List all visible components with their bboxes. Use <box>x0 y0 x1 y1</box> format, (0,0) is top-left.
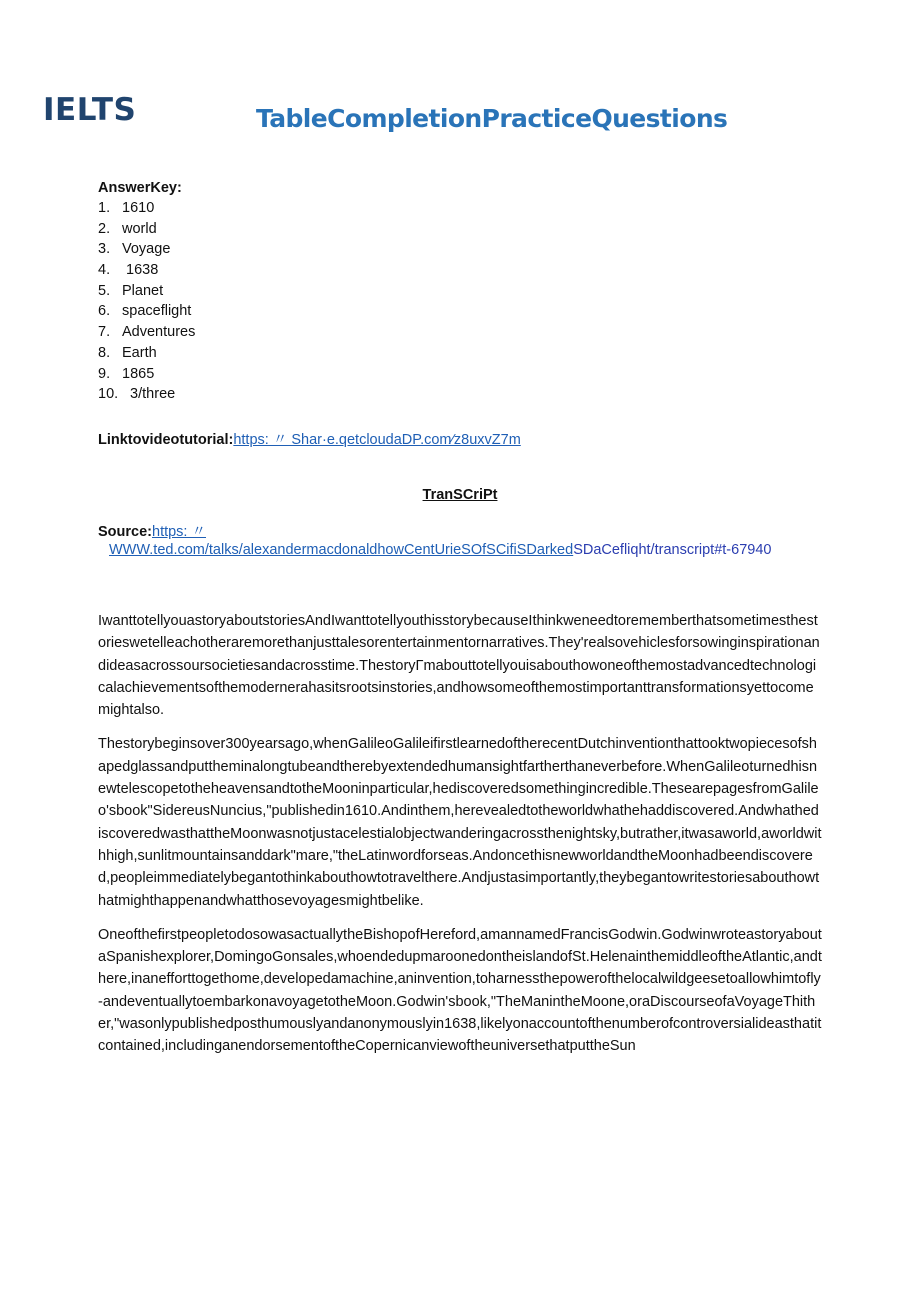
ielts-logo: IELTS <box>43 92 137 128</box>
answer-item <box>98 322 195 343</box>
transcript-paragraph: IwanttotellyouastoryaboutstoriesAndIwanttotellyouthisstorybecauseIthinkweneedtorememberthatsometimesthestorieswetelleachotheraremorethanjusttalesorentertainmentornarratives.They'realsovehiclesforsowinginspirationandideasacrossoursocietiesandacrosstime.ThestoryΓmabouttotellyouisabouthowoneofthemostadvancedtechnologicalachievementsofthemodernerahasitsrootsinstories,andhowsomeofthemostimportanttransformationsyettocomemightalso. <box>98 613 820 719</box>
answer-item <box>98 281 195 302</box>
answer-number: 5. <box>98 282 111 299</box>
transcript-body <box>98 610 822 1070</box>
transcript-heading: TranSCriPt <box>422 487 498 503</box>
answer-text: 1610 <box>122 200 155 216</box>
answer-number: 9. <box>98 365 111 382</box>
answer-number: 4. <box>98 262 111 279</box>
answer-key-section <box>98 178 195 405</box>
transcript-paragraph: OneofthefirstpeopletodosowasactuallytheBishopofHereford,amannamedFrancisGodwin.GodwinwroteastoryaboutaSpanishexplorer,DomingoGonsales,whoendedupmaroonedontheislandofSt.HelenainthemiddleoftheAtlantic,andthere,inanefforttogethome,developedamachine,aninvention,toharnessthepowerofthelocalwildgeesetoallowhimtofly-andeventuallytoembarkonavoyagetotheMoon.Godwin'sbook,"TheManintheMoone,oraDiscourseofaVoyageThither,"wasonlypublishedposthumouslyandanonymouslyin1638,likelyonaccountofthenumberofcontroversialideasthatitcontained,includinganendorsementoftheCopernicanviewoftheuniversethatputtheSun <box>98 926 822 1055</box>
source-link-tail[interactable]: SDaCefliqht/transcript#t-67940 <box>573 542 772 558</box>
answer-key-heading: AnswerKey: <box>98 180 182 196</box>
source-link-continued[interactable]: WWW.ted.com/talks/alexandermacdonaldhowCentUrieSOfSCifiSDarked <box>109 542 574 558</box>
source-label: Source: <box>98 524 152 540</box>
answer-item <box>98 239 195 260</box>
answer-item <box>98 219 195 240</box>
answer-text: 3/three <box>122 386 176 403</box>
video-tutorial-line <box>98 428 521 449</box>
answer-item <box>98 343 195 364</box>
answer-item <box>98 384 195 405</box>
answer-item <box>98 198 195 219</box>
answer-text: Planet <box>122 282 164 299</box>
answer-text: 1638 <box>122 262 159 279</box>
video-tutorial-link[interactable]: https: 〃 Shar·e.qetcloudaDP.com∕z8uxvZ7m <box>233 432 521 448</box>
answer-number: 1. <box>98 200 111 216</box>
answer-item <box>98 260 195 281</box>
page-title: TableCompletionPracticeQuestions <box>256 104 728 133</box>
answer-number: 6. <box>98 303 111 320</box>
video-tutorial-label: Linktovideotutorial: <box>98 432 234 448</box>
source-link[interactable]: https: 〃 <box>152 524 206 540</box>
answer-text: spaceflight <box>122 303 192 320</box>
answer-text: Voyage <box>122 241 171 258</box>
answer-text: Adventures <box>122 324 196 341</box>
answer-item <box>98 301 195 322</box>
answer-item <box>98 364 195 385</box>
answer-text: world <box>122 220 157 237</box>
answer-text: 1865 <box>122 365 155 382</box>
transcript-paragraph: Thestorybeginsover300yearsago,whenGalileoGalileifirstlearnedoftherecentDutchinventionthattooktwopiecesofshapedglassandputtheminalongtubeandtherebyextendedhumansightfartherthaneverbefore.WhenGalileoturnedhisnewtelescopetotheheavensandtotheMooninparticular,hediscoveredsomethingincredible.ThesearepagesfromGalileo'sbook"SidereusNuncius,"publishedin1610.Andinthem,herevealedtotheworldwhathehaddiscovered.AndwhathediscoveredwasthattheMoonwasnotjustacelestialobjectwanderingacrossthenightsky,butrather,itwasaworld,aworldwithhigh,sunlitmountainsanddark"mare,"theLatinwordforseas.AndoncethisnewworldandtheMoonhadbeendiscovered,peopleimmediatelybegantothinkabouthowtotravelthere.Andjustasimportantly,theybegantowritestoriesabouthowthatmighthappenandwhatthosevoyagesmightbelike. <box>98 736 822 909</box>
answer-number: 8. <box>98 344 111 361</box>
answer-number: 3. <box>98 241 111 258</box>
answer-list <box>98 198 195 405</box>
answer-number: 2. <box>98 220 111 237</box>
source-url-continued <box>109 542 771 558</box>
answer-number: 7. <box>98 324 111 341</box>
source-line <box>98 520 206 541</box>
answer-text: Earth <box>122 344 157 361</box>
answer-number: 10. <box>98 386 119 403</box>
